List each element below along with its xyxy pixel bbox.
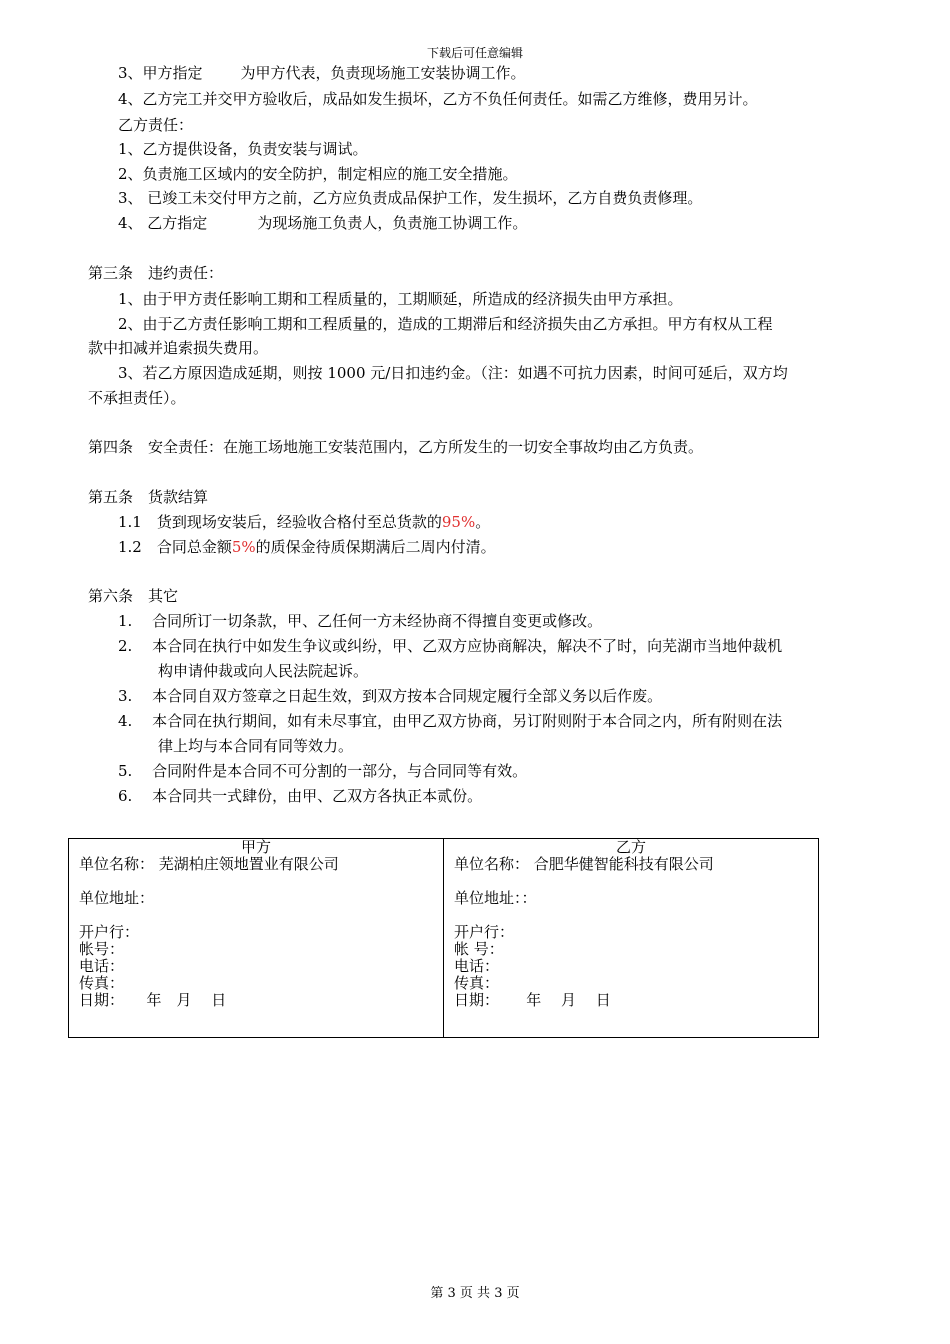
article-6-item-6: 6. 本合同共一式肆份，由甲、乙双方各执正本贰份。	[118, 787, 483, 805]
party-b-fax: 传真：	[454, 974, 500, 992]
item-text-pre: 4、 乙方指定	[118, 214, 208, 232]
item-text: 1.2 合同总金额	[118, 538, 232, 556]
party-a-account: 帐号：	[79, 940, 125, 958]
item-text: 。	[475, 513, 491, 531]
article-3-p3-line2: 不承担责任）。	[88, 389, 186, 407]
party-b-item-1: 1、乙方提供设备，负责安装与调试。	[118, 140, 368, 158]
article-4: 第四条 安全责任：在施工场地施工安装范围内，乙方所发生的一切安全事故均由乙方负责。	[88, 438, 704, 456]
article-3-p2-line2: 款中扣减并追索损失费用。	[88, 339, 269, 357]
article-6-item-2-line2: 构申请仲裁或向人民法院起诉。	[158, 662, 369, 680]
percent-value: 95%	[441, 513, 476, 531]
party-a-signature-cell	[69, 839, 444, 1038]
party-b-date: 日期： 年 月 日	[454, 991, 611, 1009]
party-b-company-name: 单位名称： 合肥华健智能科技有限公司	[454, 855, 714, 873]
party-b-item-3: 3、 已竣工未交付甲方之前，乙方应负责成品保护工作，发生损坏，乙方自费负责修理。	[118, 189, 703, 207]
party-b-item-2: 2、负责施工区域内的安全防护，制定相应的施工安全措施。	[118, 165, 518, 183]
article-6-item-1: 1. 合同所订一切条款，甲、乙任何一方未经协商不得擅自变更或修改。	[118, 612, 603, 630]
party-a-bank: 开户行：	[79, 923, 140, 941]
page-header: 下载后可任意编辑	[426, 46, 523, 60]
article-3-p3-line1: 3、若乙方原因造成延期，则按 1000 元/日扣违约金。（注：如遇不可抗力因素，时间可延后，双方均	[118, 364, 788, 382]
item-text-post: 为现场施工负责人，负责施工协调工作。	[257, 214, 528, 232]
signature-table	[68, 838, 819, 1038]
party-b-account: 帐 号：	[454, 940, 504, 958]
article-6-item-4-line2: 律上均与本合同有同等效力。	[158, 737, 354, 755]
article-6-item-3: 3. 本合同自双方签章之日起生效，到双方按本合同规定履行全部义务以后作废。	[118, 687, 663, 705]
article-5-item-2	[118, 536, 496, 557]
item-text-pre: 3、甲方指定	[118, 64, 203, 82]
article-5-item-1	[118, 511, 490, 532]
article-6-item-4-line1: 4. 本合同在执行期间，如有未尽事宜，由甲乙双方协商，另订附则附于本合同之内，所有附则在法	[118, 712, 783, 730]
party-b-item-4	[118, 212, 527, 233]
article-6-item-2-line1: 2. 本合同在执行中如发生争议或纠纷，甲、乙双方应协商解决，解决不了时，向芜湖市当地仲裁机	[118, 637, 783, 655]
party-b-heading: 乙方责任：	[118, 116, 194, 134]
item-text: 1.1 货到现场安装后，经验收合格付至总货款的	[118, 513, 442, 531]
party-b-signature-cell	[444, 839, 819, 1038]
article-6-item-5: 5. 合同附件是本合同不可分割的一部分，与合同同等有效。	[118, 762, 528, 780]
article-6-heading: 第六条 其它	[88, 587, 179, 605]
party-a-phone: 电话：	[79, 957, 125, 975]
party-a-item-4: 4、乙方完工并交甲方验收后，成品如发生损坏，乙方不负任何责任。如需乙方维修，费用另计。	[118, 90, 758, 108]
party-b-phone: 电话：	[454, 957, 500, 975]
article-3-heading: 第三条 违约责任：	[88, 264, 224, 282]
article-3-p2-line1: 2、由于乙方责任影响工期和工程质量的，造成的工期滞后和经济损失由乙方承担。甲方有权从工程	[118, 315, 773, 333]
article-5-heading: 第五条 货款结算	[88, 488, 209, 506]
party-a-date: 日期： 年 月 日	[79, 991, 227, 1009]
article-3-p1: 1、由于甲方责任影响工期和工程质量的，工期顺延，所造成的经济损失由甲方承担。	[118, 290, 683, 308]
party-a-title: 甲方	[240, 838, 271, 856]
party-a-company-name: 单位名称： 芜湖柏庄领地置业有限公司	[79, 855, 339, 873]
percent-value: 5%	[231, 538, 256, 556]
party-b-title: 乙方	[615, 838, 646, 856]
party-a-address: 单位地址：	[79, 889, 155, 907]
party-a-item-3	[118, 62, 526, 83]
item-text-post: 为甲方代表，负责现场施工安装协调工作。	[240, 64, 526, 82]
party-a-fax: 传真：	[79, 974, 125, 992]
party-b-bank: 开户行：	[454, 923, 515, 941]
page-footer: 第 3 页 共 3 页	[430, 1286, 520, 1301]
party-b-address: 单位地址：：	[454, 889, 537, 907]
item-text: 的质保金待质保期满后二周内付清。	[255, 538, 496, 556]
